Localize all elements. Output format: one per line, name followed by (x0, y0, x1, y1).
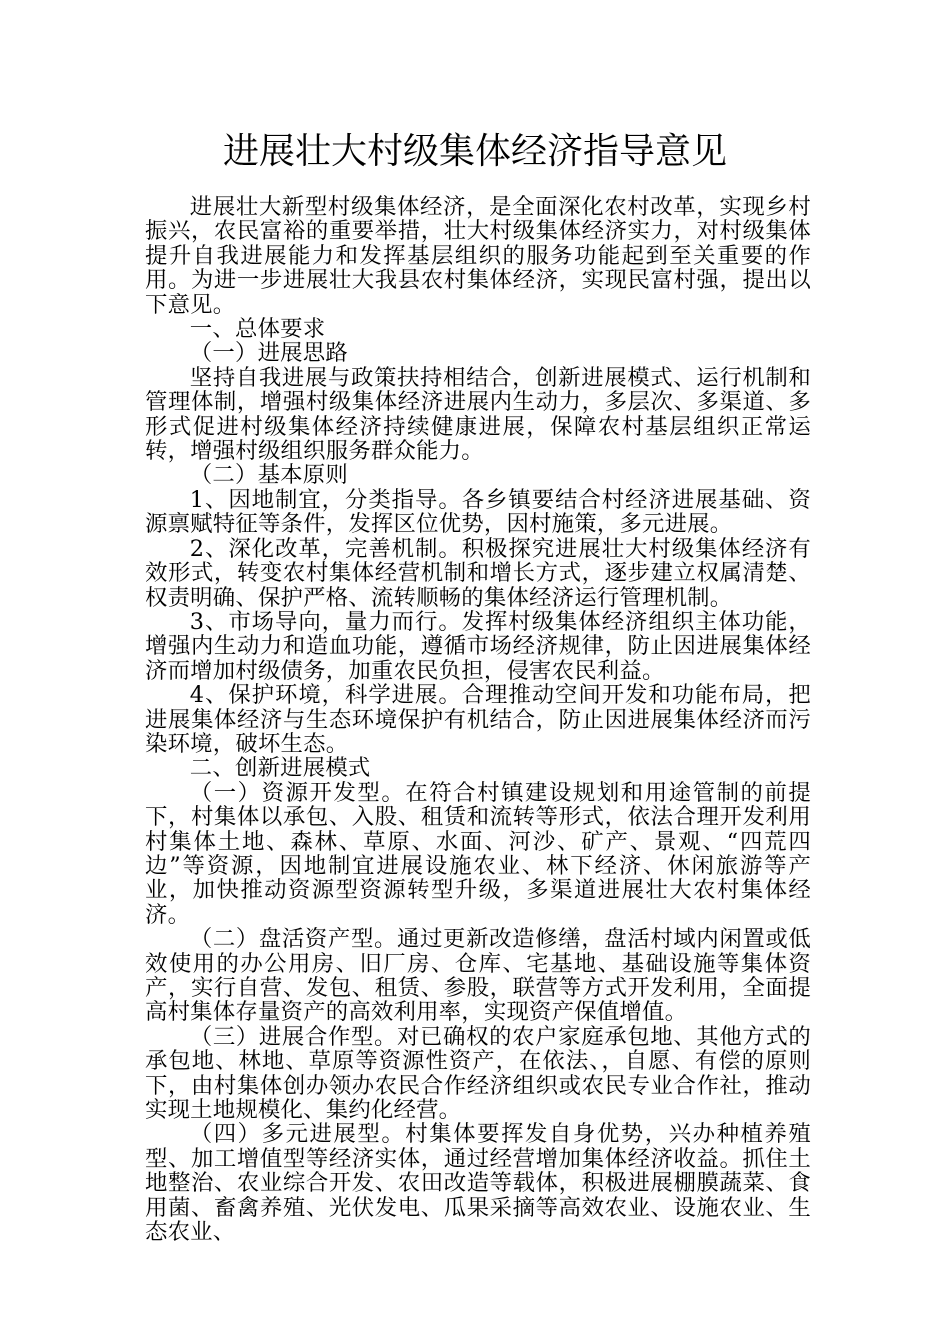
document-body (145, 195, 811, 1244)
principle-paragraph-2: 2、深化改革，完善机制。积极探究进展壮大村级集体经济有效形式，转变农村集体经营机制和增长方式，逐步建立权属清楚、权责明确、保护严格、流转顺畅的集体经济运行管理机制。 (145, 535, 811, 611)
model-paragraph-resource-development: （一）资源开发型。在符合村镇建设规划和用途管制的前提下，村集体以承包、入股、租赁和流转等形式，依法合理开发利用村集体土地、森林、草原、水面、河沙、矿产、景观、“四荒四边”等资源，因地制宜进展设施农业、林下经济、休闲旅游等产业，加快推动资源型资源转型升级，多渠道进展壮大农村集体经济。 (145, 779, 811, 928)
paragraph-development-ideas: 坚持自我进展与政策扶持相结合，创新进展模式、运行机制和管理体制，增强村级集体经济进展内生动力，多层次、多渠道、多形式促进村级集体经济持续健康进展，保障农村基层组织正常运转，增强村级组织服务群众能力。 (145, 364, 811, 465)
subsection-heading-basic-principles: （二）基本原则 (189, 462, 348, 489)
model-paragraph-asset-revitalization: （二）盘活资产型。通过更新改造修缮，盘活村域内闲置或低效使用的办公用房、旧厂房、仓库、宅基地、基础设施等集体资产，实行自营、发包、租赁、参股，联营等方式开发利用，全面提高村集体存量资产的高效利用率，实现资产保值增值。 (145, 926, 811, 1026)
principle-paragraph-1: 1、因地制宜，分类指导。各乡镇要结合村经济进展基础、资源禀赋特征等条件，发挥区位优势，因村施策，多元进展。 (145, 486, 811, 538)
intro-paragraph: 进展壮大新型村级集体经济，是全面深化农村改革，实现乡村振兴，农民富裕的重要举措，壮大村级集体经济实力，对村级集体提升自我进展能力和发挥基层组织的服务功能起到至关重要的作用。为进一步进展壮大我县农村集体经济，实现民富村强，提出以下意见。 (145, 194, 811, 318)
model-paragraph-diversified: （四）多元进展型。村集体要挥发自身优势，兴办种植养殖型、加工增值型等经济实体，通过经营增加集体经济收益。抓住土地整治、农业综合开发、农田改造等载体，积极进展棚膜蔬菜、食用菌、畜禽养殖、光伏发电、瓜果采摘等高效农业、设施农业、生态农业、 (145, 1121, 811, 1246)
section-heading-general-requirements: 一、总体要求 (189, 316, 326, 343)
section-heading-innovative-models: 二、创新进展模式 (189, 755, 371, 782)
model-paragraph-cooperation: （三）进展合作型。对已确权的农户家庭承包地、其他方式的承包地、林地、草原等资源性资产，在依法、，自愿、有偿的原则下，由村集体创办领办农民合作经济组织或农民专业合作社，推动实现土地规模化、集约化经营。 (145, 1023, 811, 1124)
principle-paragraph-3: 3、市场导向，量力而行。发挥村级集体经济组织主体功能，增强内生动力和造血功能，遵循市场经济规律，防止因进展集体经济而增加村级债务，加重农民负担，侵害农民利益。 (145, 608, 811, 684)
subsection-heading-development-ideas: （一）进展思路 (189, 340, 348, 367)
document-title: 进展壮大村级集体经济指导意见 (222, 131, 727, 172)
principle-paragraph-4: 4、保护环境，科学进展。合理推动空间开发和功能布局，把进展集体经济与生态环境保护有机结合，防止因进展集体经济而污染环境，破坏生态。 (145, 682, 811, 757)
